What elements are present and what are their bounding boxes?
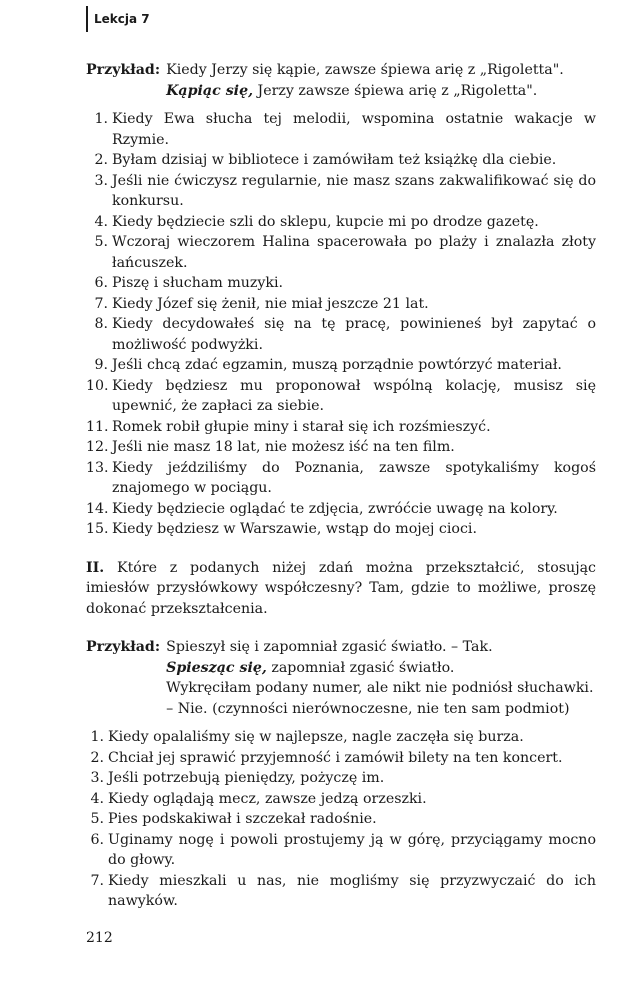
item-text: Kiedy będziesz w Warszawie, wstąp do mojej cioci.	[112, 521, 477, 537]
counter-example-answer: – Nie. (czynności nierównoczesne, nie ten sam podmiot)	[166, 700, 570, 717]
list-item	[86, 519, 596, 540]
item-text: Kiedy Józef się żenił, nie miał jeszcze 21 lat.	[112, 295, 429, 312]
example-lines	[166, 60, 596, 101]
item-text: Kiedy decydowałeś się na tę pracę, powinieneś był zapytać o możliwość podwyżki.	[112, 316, 596, 353]
list-item	[86, 458, 596, 499]
item-number: 4.	[94, 213, 108, 230]
item-number: 6.	[94, 275, 108, 291]
item-number: 1.	[94, 111, 108, 127]
item-text: Piszę i słucham muzyki.	[112, 275, 284, 291]
item-number: 5.	[94, 234, 108, 250]
example-1	[86, 60, 596, 101]
list-item	[86, 273, 596, 294]
example-transformed-rest: Jerzy zawsze śpiewa arię z „Rigoletta".	[253, 82, 538, 99]
participle-phrase: Kąpiąc się,	[166, 82, 254, 99]
item-text: Wczoraj wieczorem Halina spacerowała po plaży i znalazła złoty łańcuszek.	[112, 234, 596, 271]
list-item	[86, 748, 596, 769]
page-body	[86, 60, 596, 912]
item-number: 2.	[94, 152, 108, 168]
example-2	[86, 637, 596, 719]
running-header	[86, 6, 150, 32]
item-number: 3.	[90, 770, 104, 786]
lesson-title: Lekcja 7	[94, 12, 150, 26]
item-number: 8.	[94, 316, 108, 332]
item-number: 11.	[86, 418, 109, 435]
item-text: Kiedy będziecie oglądać te zdjęcia, zwróćcie uwagę na kolory.	[112, 500, 558, 517]
item-text: Jeśli potrzebują pieniędzy, pożyczę im.	[108, 770, 385, 786]
list-item	[86, 871, 596, 912]
list-item	[86, 809, 596, 830]
list-item	[86, 232, 596, 273]
example-transformed-rest: zapomniał zgasić światło.	[266, 659, 455, 676]
list-item	[86, 109, 596, 150]
list-item	[86, 437, 596, 458]
item-text: Jeśli chcą zdać egzamin, muszą porządnie powtórzyć materiał.	[112, 357, 562, 373]
task-number: II.	[86, 559, 105, 576]
participle-phrase: Spiesząc się,	[166, 659, 267, 676]
example-sentence: Kiedy Jerzy się kąpie, zawsze śpiewa arię z „Rigoletta".	[166, 62, 564, 78]
item-number: 5.	[90, 811, 104, 827]
item-text: Jeśli nie masz 18 lat, nie możesz iść na ten film.	[112, 439, 455, 455]
counter-example-sentence: Wykręciłam podany numer, ale nikt nie podniósł słuchawki.	[166, 680, 594, 696]
item-number: 3.	[94, 172, 108, 189]
list-item	[86, 417, 596, 438]
item-number: 13.	[86, 459, 109, 476]
item-number: 12.	[86, 439, 109, 455]
item-text: Chciał jej sprawić przyjemność i zamówił bilety na ten koncert.	[108, 749, 563, 766]
item-number: 10.	[86, 377, 109, 394]
item-text: Kiedy jeździliśmy do Poznania, zawsze spotykaliśmy kogoś znajomego w pociągu.	[112, 459, 596, 496]
list-item	[86, 499, 596, 520]
page-number: 212	[86, 930, 113, 946]
list-item	[86, 830, 596, 871]
item-text: Kiedy będziecie szli do sklepu, kupcie mi po drodze gazetę.	[112, 213, 539, 230]
item-text: Kiedy mieszkali u nas, nie mogliśmy się przyzwyczaić do ich nawyków.	[108, 872, 596, 909]
item-number: 9.	[94, 357, 108, 373]
item-text: Romek robił głupie miny i starał się ich rozśmieszyć.	[112, 418, 491, 435]
item-number: 15.	[86, 521, 109, 537]
item-number: 1.	[90, 729, 104, 745]
list-item	[86, 727, 596, 748]
item-number: 6.	[90, 831, 104, 848]
list-item	[86, 789, 596, 810]
example-label: Przykład:	[86, 639, 161, 655]
list-item	[86, 171, 596, 212]
list-item	[86, 355, 596, 376]
list-item	[86, 376, 596, 417]
list-item	[86, 768, 596, 789]
item-text: Pies podskakiwał i szczekał radośnie.	[108, 811, 377, 827]
exercise-2-list	[86, 727, 596, 912]
list-item	[86, 294, 596, 315]
example-label: Przykład:	[86, 62, 161, 78]
example-transformed	[166, 81, 596, 102]
example-sentence: Spieszył się i zapomniał zgasić światło. – Tak.	[166, 639, 493, 655]
task-2-instruction	[86, 558, 596, 620]
example-lines	[166, 637, 596, 719]
item-text: Kiedy Ewa słucha tej melodii, wspomina ostatnie wakacje w Rzymie.	[112, 111, 596, 148]
item-number: 7.	[90, 872, 104, 889]
item-text: Kiedy opalaliśmy się w najlepsze, nagle zaczęła się burza.	[108, 729, 524, 745]
item-text: Uginamy nogę i powoli prostujemy ją w górę, przyciągamy mocno do głowy.	[108, 831, 596, 868]
list-item	[86, 150, 596, 171]
header-rule	[86, 6, 88, 32]
item-text: Jeśli nie ćwiczysz regularnie, nie masz szans zakwalifikować się do konkursu.	[112, 172, 596, 209]
list-item	[86, 212, 596, 233]
task-text: Które z podanych niżej zdań można przekształcić, stosując imiesłów przysłówkowy współczesny? Tam, gdzie to możliwe, proszę dokonać przekształcenia.	[86, 559, 596, 617]
item-text: Kiedy oglądają mecz, zawsze jedzą orzeszki.	[108, 790, 427, 807]
item-number: 14.	[86, 500, 109, 517]
item-number: 2.	[90, 749, 104, 766]
example-transformed	[166, 658, 596, 679]
list-item	[86, 314, 596, 355]
item-text: Kiedy będziesz mu proponował wspólną kolację, musisz się upewnić, że zapłaci za siebie.	[112, 377, 596, 414]
item-number: 4.	[90, 790, 104, 807]
exercise-1-list	[86, 109, 596, 540]
item-text: Byłam dzisiaj w bibliotece i zamówiłam też książkę dla ciebie.	[112, 152, 557, 168]
item-number: 7.	[94, 295, 108, 312]
